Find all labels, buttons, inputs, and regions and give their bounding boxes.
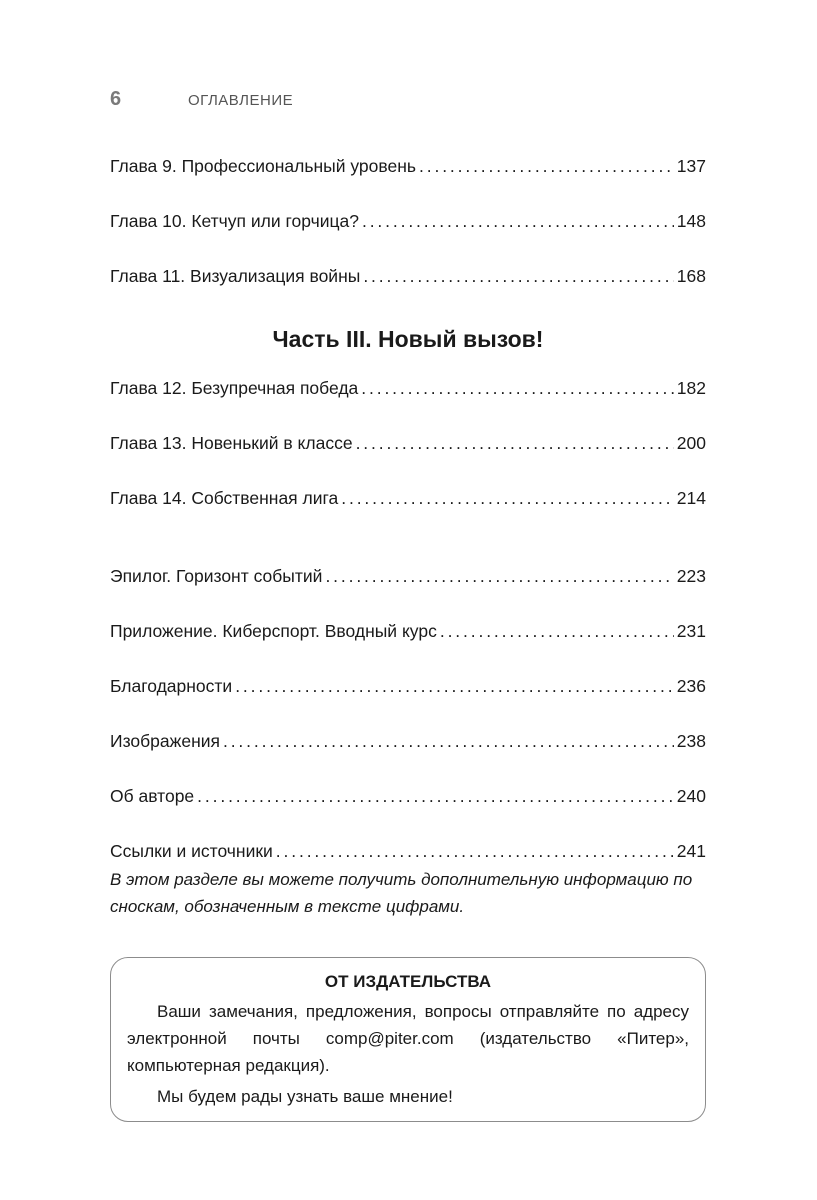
dot-leader (419, 156, 674, 177)
toc-entry[interactable] (110, 488, 706, 509)
dot-leader (361, 378, 674, 399)
toc-entry[interactable] (110, 621, 706, 642)
toc-entry-page: 182 (676, 378, 706, 398)
toc-entry[interactable] (110, 266, 706, 287)
toc-entry-title: Глава 12. Безупречная победа (110, 378, 359, 398)
toc-entry[interactable] (110, 211, 706, 232)
toc-entry-page: 231 (676, 621, 706, 641)
toc-entry-page: 236 (676, 676, 706, 696)
toc-entry-page: 168 (676, 266, 706, 286)
dot-leader (356, 433, 674, 454)
toc-entry-title: Эпилог. Горизонт событий (110, 566, 323, 586)
toc-entry-page: 241 (676, 841, 706, 861)
toc-entry[interactable] (110, 676, 706, 697)
toc-entry[interactable] (110, 786, 706, 807)
toc-entry-page: 214 (676, 488, 706, 508)
toc-entry-title: Ссылки и источники (110, 841, 273, 861)
dot-leader (276, 841, 674, 862)
toc-entry[interactable] (110, 156, 706, 177)
toc-entry-page: 223 (676, 566, 706, 586)
toc-entry-page: 148 (676, 211, 706, 231)
toc-entry-page: 238 (676, 731, 706, 751)
dot-leader (363, 266, 673, 287)
toc-entry-title: Глава 14. Собственная лига (110, 488, 339, 508)
toc-entry-title: Глава 10. Кетчуп или горчица? (110, 211, 359, 231)
toc-entry-title: Глава 13. Новенький в классе (110, 433, 353, 453)
publisher-box-paragraph: Мы будем рады узнать ваше мнение! (157, 1087, 453, 1106)
toc-entry-title: Об авторе (110, 786, 195, 806)
publisher-box-title: ОТ ИЗДАТЕЛЬСТВА (324, 972, 492, 991)
running-header (110, 88, 293, 112)
dot-leader (325, 566, 673, 587)
toc-entry[interactable] (110, 433, 706, 454)
toc-entry[interactable] (110, 731, 706, 752)
toc-entry-page: 200 (676, 433, 706, 453)
dot-leader (362, 211, 674, 232)
toc-entry-page: 137 (676, 156, 706, 176)
toc-entry-title: Глава 11. Визуализация войны (110, 266, 361, 286)
toc-entry-title: Благодарности (110, 676, 233, 696)
toc-entry[interactable] (110, 841, 706, 862)
toc-entry-title: Глава 9. Профессиональный уровень (110, 156, 417, 176)
toc-entry-title: Приложение. Киберспорт. Вводный курс (110, 621, 437, 641)
part-heading: Часть III. Новый вызов! (272, 326, 544, 352)
toc-entry-title: Изображения (110, 731, 220, 751)
dot-leader (223, 731, 674, 752)
running-title: ОГЛАВЛЕНИЕ (188, 92, 294, 109)
toc-entry[interactable] (110, 378, 706, 399)
dot-leader (341, 488, 674, 509)
toc-entry-page: 240 (676, 786, 706, 806)
dot-leader (197, 786, 674, 807)
page-number: 6 (110, 88, 122, 110)
publisher-note-box (110, 957, 706, 1122)
dot-leader (235, 676, 674, 697)
publisher-box-paragraph: Ваши замечания, предложения, вопросы отправляйте по адресу электронной почты comp@piter.com (издательство «Питер», компьютерная редакция). (127, 1002, 689, 1075)
references-note: В этом разделе вы можете получить дополнительную информацию по сноскам, обозначенным в тексте цифрами. (110, 870, 693, 916)
toc-entry[interactable] (110, 566, 706, 587)
dot-leader (440, 621, 674, 642)
